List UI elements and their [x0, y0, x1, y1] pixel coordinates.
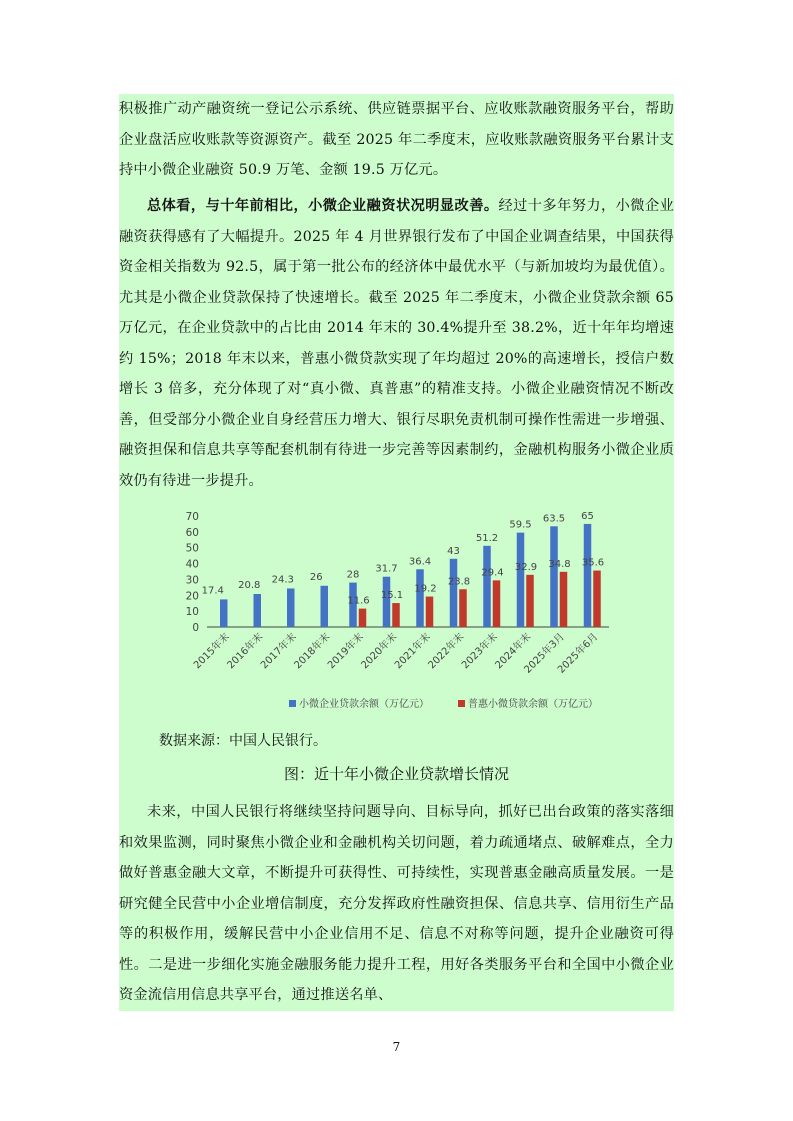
x-tick-label: 2017年末: [258, 631, 299, 672]
y-tick-label: 20: [185, 590, 199, 603]
legend-swatch-inclusive-micro-loans: [458, 700, 465, 707]
bar-small-micro-loans: [254, 594, 262, 627]
bar-inclusive-micro-loans: [392, 603, 400, 627]
paragraph-3: 未来，中国人民银行将继续坚持问题导向、目标导向，抓好已出台政策的落实落细和效果监测，同时聚焦小微企业和金融机构关切问题，着力疏通堵点、破解难点，全力做好普惠金融大文章，不断提升可获得性、可持续性，实现普惠金融高质量发展。一是研究健全民营中小企业增信制度，充分发挥政府性融资担保、信息共享、信用衍生产品等的积极作用，缓解民营中小企业信用不足、信息不对称等问题，提升企业融资可得性。二是进一步细化实施金融服务能力提升工程，用好各类服务平台和全国中小微企业资金流信用信息共享平台，通过推送名单、: [119, 804, 674, 1003]
y-tick-label: 60: [185, 526, 199, 539]
x-tick-label: 2025年3月: [522, 631, 567, 676]
bar-small-micro-loans: [220, 599, 228, 627]
x-tick-label: 2025年6月: [555, 631, 601, 676]
paragraph-2-bold-lead: 总体看，与十年前相比，小微企业融资状况明显改善。: [147, 198, 499, 214]
x-tick-label: 2022年末: [426, 631, 467, 672]
x-tick-label: 2020年末: [359, 631, 400, 672]
bar-inclusive-micro-loans: [359, 609, 367, 627]
x-tick-label: 2021年末: [392, 631, 433, 672]
figure-title: 图：近十年小微企业贷款增长情况: [283, 765, 509, 783]
bar-value-label: 11.6: [347, 595, 370, 607]
page-number: 7: [392, 1040, 401, 1054]
bar-value-label: 31.7: [375, 563, 398, 575]
bar-value-label: 36.4: [408, 556, 432, 568]
bar-value-label: 65: [581, 510, 594, 522]
bar-small-micro-loans: [483, 546, 491, 627]
bar-value-label: 29.4: [481, 567, 504, 579]
x-tick-label: 2016年末: [225, 631, 266, 672]
paragraph-2-body: 经过十多年努力，小微企业融资获得感有了大幅提升。2025 年 4 月世界银行发布了中国企业调查结果，中国获得资金相关指数为 92.5，属于第一批公布的经济体中最优水平（与新加坡均为最优值）。尤其是小微企业贷款保持了快速增长。截至 2025 年二季度末，小微企业贷款余额 65 万亿元，在企业贷款中的占比由 2014 年末的 30.4%提升至 38.2%，近十年年均增速约 15%；2018 年末以来，普惠小微贷款实现了年均超过 20%的高速增长，授信户数增长 3 倍多，充分体现了对“真小微、真普惠”的精准支持。小微企业融资情况不断改善，但受部分小微企业自身经营压力增大、银行尽职免责机制可操作性需进一步增强、融资担保和信息共享等配套机制有待进一步完善等因素制约，金融机构服务小微企业质效仍有待进一步提升。: [119, 198, 674, 489]
bar-value-label: 19.2: [414, 583, 437, 595]
bar-small-micro-loans: [287, 588, 295, 627]
bar-inclusive-micro-loans: [426, 597, 434, 627]
bar-value-label: 63.5: [542, 513, 566, 525]
y-tick-label: 40: [185, 558, 199, 571]
bar-small-micro-loans: [416, 569, 424, 627]
x-tick-label: 2019年末: [325, 631, 366, 672]
bar-small-micro-loans: [383, 577, 391, 627]
bar-value-label: 15.1: [380, 590, 404, 602]
bar-inclusive-micro-loans: [526, 575, 534, 627]
paragraph-1: 积极推广动产融资统一登记公示系统、供应链票据平台、应收账款融资服务平台，帮助企业盘活应收账款等资源资产。截至 2025 年二季度末，应收账款融资服务平台累计支持中小微企业融资 50.9 万笔、金额 19.5 万亿元。: [119, 101, 674, 178]
bar-value-label: 35.6: [581, 557, 605, 569]
loan-growth-chart-svg: [177, 508, 622, 721]
y-tick-label: 10: [185, 606, 199, 619]
bar-inclusive-micro-loans: [560, 572, 568, 627]
bar-inclusive-micro-loans: [459, 589, 467, 627]
legend-label-small-micro-loans: 小微企业贷款余额（万亿元）: [299, 699, 429, 710]
y-tick-label: 50: [185, 542, 199, 555]
paragraph-2: [119, 191, 674, 496]
bar-value-label: 32.9: [514, 561, 538, 573]
x-tick-label: 2018年末: [292, 631, 333, 672]
x-tick-label: 2015年末: [191, 631, 232, 672]
bar-value-label: 43: [447, 545, 460, 557]
bar-value-label: 51.2: [475, 532, 499, 544]
bar-value-label: 20.8: [238, 580, 261, 592]
y-tick-label: 0: [192, 622, 199, 634]
bar-value-label: 24.3: [271, 574, 294, 586]
bar-value-label: 28: [346, 569, 360, 581]
y-tick-label: 70: [185, 511, 199, 523]
loan-growth-chart: [177, 508, 622, 721]
bar-value-label: 23.8: [447, 576, 471, 588]
legend-label-inclusive-micro-loans: 普惠小微贷款余额（万亿元）: [468, 699, 598, 710]
bar-small-micro-loans: [321, 586, 329, 627]
bar-value-label: 34.8: [548, 558, 571, 570]
bar-inclusive-micro-loans: [593, 571, 601, 627]
bar-small-micro-loans: [550, 526, 558, 627]
bar-small-micro-loans: [584, 524, 592, 627]
bar-small-micro-loans: [450, 559, 458, 627]
bar-value-label: 59.5: [509, 519, 532, 531]
bar-value-label: 17.4: [201, 585, 224, 597]
legend-swatch-small-micro-loans: [289, 700, 296, 707]
bar-value-label: 26: [309, 571, 323, 583]
y-tick-label: 30: [185, 574, 199, 587]
bar-inclusive-micro-loans: [493, 580, 501, 627]
data-source-note: 数据来源：中国人民银行。: [159, 733, 327, 749]
x-tick-label: 2024年末: [493, 631, 534, 672]
bar-small-micro-loans: [517, 533, 525, 627]
page-content: [119, 94, 674, 1011]
x-tick-label: 2023年末: [459, 631, 500, 672]
